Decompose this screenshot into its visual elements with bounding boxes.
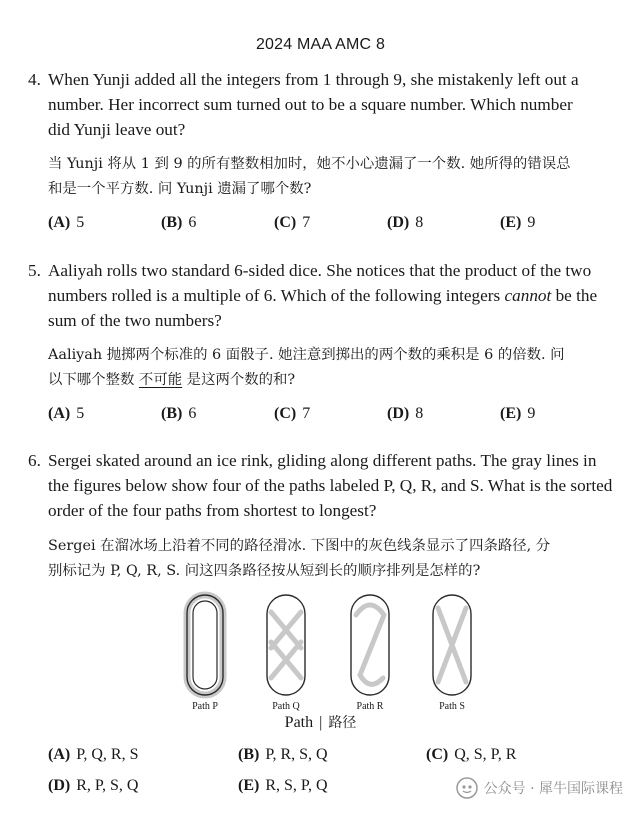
problem-6-choices-row1: [48, 746, 620, 768]
path-p-gray-loop: [187, 595, 223, 695]
translation-line: 别标记为 P, Q, R, S. 问这四条路径按从短到长的顺序排列是怎样的?: [48, 563, 481, 579]
problem-line: When Yunji added all the integers from 1 through 9, she mistakenly left out a: [48, 70, 579, 89]
path-p-inner-outline: [193, 601, 217, 689]
path-q-gray-lines: [271, 612, 301, 678]
problem-4-text: [28, 67, 618, 142]
path-p-outline: [187, 595, 223, 695]
path-q-diagram: [267, 595, 305, 695]
choice-c[interactable]: (C) 7: [274, 214, 311, 231]
translation-line: Sergei 在溜冰场上沿着不同的路径滑冰. 下图中的灰色线条显示了四条路径, 分: [48, 538, 551, 554]
choice-e[interactable]: (E) 9: [500, 405, 536, 422]
translation-line: 和是一个平方数. 问 Yunji 遗漏了哪个数?: [48, 181, 312, 197]
choice-d[interactable]: (D) 8: [387, 405, 424, 422]
problem-4-translation: [48, 152, 620, 202]
problem-6-text: [28, 448, 618, 523]
problem-5-text: [28, 258, 618, 333]
problem-5-translation: [48, 343, 620, 393]
path-s-gray-lines: [438, 608, 466, 682]
translation-line: 以下哪个整数 不可能 是这两个数的和?: [48, 372, 296, 388]
problem-number: 4.: [28, 70, 41, 89]
choice-b[interactable]: (B) 6: [161, 214, 197, 231]
problem-line: sum of the two numbers?: [48, 311, 222, 330]
path-r-label: Path R: [356, 701, 384, 712]
caption-en: Path: [284, 714, 314, 731]
choice-c[interactable]: (C) Q, S, P, R: [426, 746, 517, 763]
problem-line: the figures below show four of the paths labeled P, Q, R, and S. What is the sorted: [48, 476, 613, 495]
watermark-text: 公众号 · 犀牛国际课程: [483, 781, 623, 797]
choice-e[interactable]: (E) 9: [500, 214, 536, 231]
figure-caption: [0, 712, 641, 732]
problem-5-choices: [48, 405, 620, 427]
underlined-not-possible: 不可能: [138, 372, 183, 388]
choice-d[interactable]: (D) R, P, S, Q: [48, 777, 139, 794]
caption-separator: |: [319, 714, 323, 731]
page-title: 2024 MAA AMC 8: [255, 36, 386, 53]
emphasis-cannot: cannot: [504, 286, 552, 305]
choice-e[interactable]: (E) R, S, P, Q: [238, 777, 328, 794]
path-q-label: Path Q: [272, 701, 300, 712]
path-s-diagram: [433, 595, 471, 695]
path-r-gray-lines: [356, 605, 384, 684]
path-s-label: Path S: [439, 701, 465, 712]
choice-c[interactable]: (C) 7: [274, 405, 311, 422]
translation-line: Aaliyah 抛掷两个标准的 6 面骰子. 她注意到掷出的两个数的乘积是 6 的倍数. 问: [48, 347, 565, 363]
problem-line: numbers rolled is a multiple of 6. Which of the following integers cannot be the: [48, 286, 598, 305]
choice-b[interactable]: (B) 6: [161, 405, 197, 422]
caption-zh: 路径: [328, 715, 357, 731]
choice-d[interactable]: (D) 8: [387, 214, 424, 231]
path-p-diagram: [187, 595, 223, 695]
choice-a[interactable]: (A) P, Q, R, S: [48, 746, 139, 763]
path-r-diagram: [351, 595, 389, 695]
problem-number: 6.: [28, 451, 41, 470]
problem-4-choices: [48, 214, 620, 236]
problem-line: order of the four paths from shortest to longest?: [48, 501, 377, 520]
problem-line: Sergei skated around an ice rink, gliding along different paths. The gray lines in: [48, 451, 597, 470]
translation-line: 当 Yunji 将从 1 到 9 的所有整数相加时，她不小心遗漏了一个数. 她所得的错误总: [48, 156, 571, 172]
problem-number: 5.: [28, 261, 41, 280]
problem-line: Aaliyah rolls two standard 6-sided dice. She notices that the product of the two: [48, 261, 592, 280]
choice-b[interactable]: (B) P, R, S, Q: [238, 746, 328, 763]
path-p-label: Path P: [192, 701, 218, 712]
wechat-logo-icon: [456, 777, 478, 799]
problem-line: did Yunji leave out?: [48, 120, 186, 139]
choice-a[interactable]: (A) 5: [48, 405, 85, 422]
problem-line: number. Her incorrect sum turned out to be a square number. Which number: [48, 95, 573, 114]
watermark: [456, 777, 623, 799]
choice-a[interactable]: (A) 5: [48, 214, 85, 231]
problem-6-translation: [48, 534, 620, 584]
